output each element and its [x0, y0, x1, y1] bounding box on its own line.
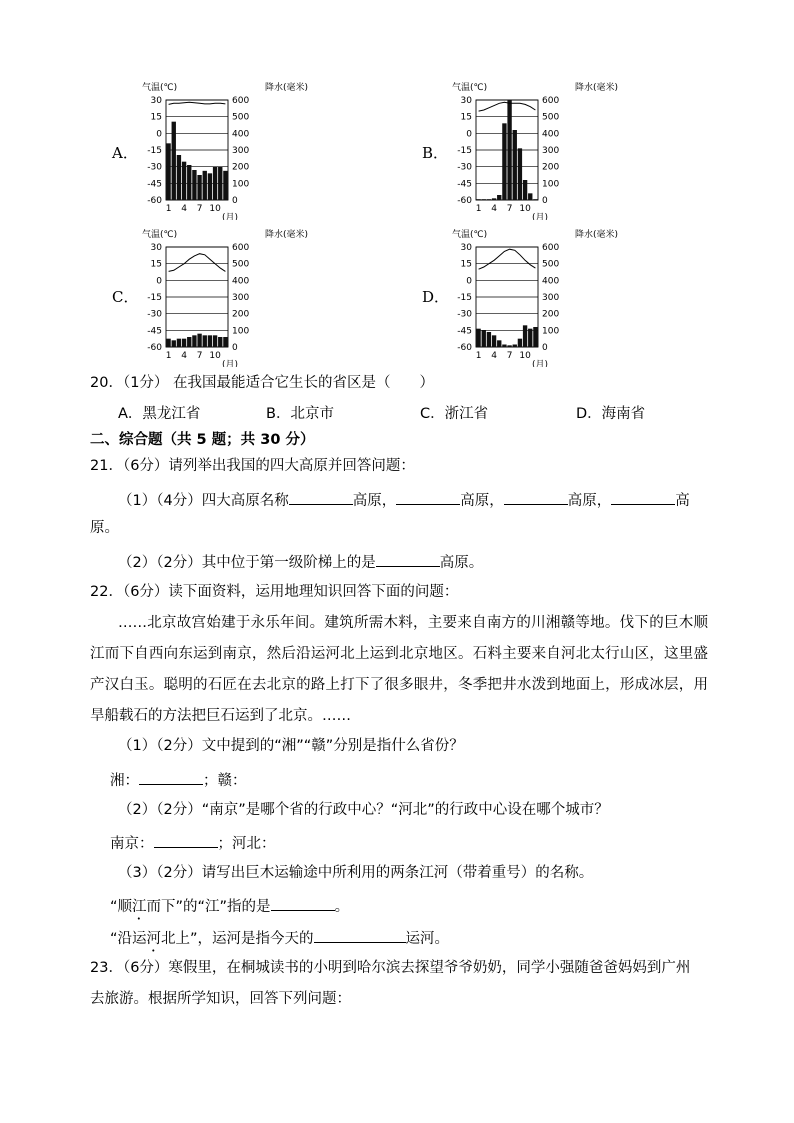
q20-choice-b[interactable]: B．北京市 [266, 406, 334, 422]
month-tick-label: 10 [209, 204, 221, 214]
option-letter-c: C． [112, 288, 139, 306]
plateau-text: 高原， [352, 493, 397, 509]
precip-tick-label: 400 [542, 129, 560, 140]
answer-blank[interactable] [376, 550, 440, 567]
temperature-curve [169, 254, 226, 272]
precip-bar [213, 335, 217, 347]
precip-bar [197, 175, 201, 200]
precip-tick-label: 500 [232, 259, 250, 270]
precip-bar [528, 193, 532, 200]
q21-stem: 21．（6分）请列举出我国的四大高原并回答问题： [90, 458, 415, 474]
q22-sub2: （2）（2分）“南京”是哪个省的行政中心？“河北”的行政中心设在哪个城市？ [118, 802, 609, 818]
temp-axis-label: 气温(℃) [452, 83, 488, 93]
text: 北上”，运河是指今天的 [161, 931, 314, 947]
temp-tick-label: 0 [156, 276, 162, 287]
precip-bar [518, 148, 522, 200]
q20-choice-a[interactable]: A．黑龙江省 [118, 406, 201, 422]
month-tick-label: 4 [181, 351, 187, 361]
temp-tick-label: 0 [156, 129, 162, 140]
precip-tick-label: 200 [542, 162, 560, 173]
precip-bar [492, 198, 496, 200]
precip-bar [502, 345, 506, 348]
answer-blank[interactable] [611, 488, 675, 505]
text: 运河。 [405, 931, 450, 947]
precip-bar [487, 332, 491, 347]
precip-tick-label: 600 [232, 96, 250, 106]
q20-choice-d[interactable]: D．海南省 [576, 406, 646, 422]
climate-chart-svg [140, 80, 310, 220]
temp-tick-label: 30 [460, 96, 472, 106]
q22-sub3-answer-a [110, 894, 349, 923]
q21-part1-cont: 原。 [90, 520, 119, 536]
climate-chart-svg [450, 80, 620, 220]
temp-tick-label: 30 [150, 96, 162, 106]
answer-blank[interactable] [504, 488, 568, 505]
plateau-text-end: 高 [675, 493, 690, 509]
q22-sub1-answer [110, 768, 247, 791]
precip-tick-label: 100 [542, 179, 560, 190]
precip-bar [513, 345, 517, 348]
precip-bar [223, 337, 227, 347]
temp-tick-label: 0 [466, 276, 472, 287]
month-tick-label: 1 [165, 204, 172, 214]
temp-tick-label: -15 [457, 146, 472, 156]
temp-axis-label: 气温(℃) [142, 230, 178, 240]
precip-tick-label: 0 [232, 196, 238, 206]
precip-tick-label: 300 [542, 293, 560, 303]
climate-chart-b [450, 80, 620, 220]
precip-tick-label: 200 [542, 309, 560, 320]
option-letter-b: B． [422, 144, 449, 162]
answer-blank[interactable] [314, 926, 406, 943]
precip-bar [208, 173, 212, 200]
precip-bar [177, 155, 181, 200]
temp-tick-label: 15 [150, 112, 162, 123]
answer-blank[interactable] [271, 894, 335, 911]
temp-tick-label: -45 [147, 326, 162, 337]
precip-tick-label: 200 [232, 309, 250, 320]
precip-tick-label: 200 [232, 162, 250, 173]
precip-bar [507, 345, 511, 347]
emphasized-jiang: 江 [132, 899, 147, 915]
temp-tick-label: 15 [460, 112, 472, 123]
q22-sub3-answer-b [110, 926, 449, 955]
precip-bar [523, 325, 527, 347]
precip-tick-label: 600 [542, 243, 560, 253]
label-hebei: ；河北： [217, 836, 276, 852]
precip-bar [182, 339, 186, 347]
precip-bar [172, 122, 176, 200]
q20-stem: 20．（1分） 在我国最能适合它生长的省区是（ ） [90, 375, 435, 391]
precip-bar [482, 199, 486, 200]
temp-tick-label: -30 [457, 309, 472, 320]
precip-bar [203, 335, 207, 347]
month-tick-label: 1 [475, 351, 482, 361]
label-nanjing: 南京： [110, 836, 154, 852]
q21-part1-prefix: （1）（4分）四大高原名称 [118, 493, 289, 509]
month-tick-label: 7 [196, 351, 203, 361]
month-unit-label: (月) [222, 360, 239, 367]
precip-bar [192, 335, 196, 347]
temp-tick-label: -45 [457, 326, 472, 337]
precip-tick-label: 500 [542, 259, 560, 270]
q21-part2 [118, 550, 483, 573]
precip-bar [187, 337, 191, 347]
precip-bar [502, 123, 506, 200]
precip-bar [497, 195, 501, 200]
month-tick-label: 4 [491, 351, 497, 361]
precip-axis-label: 降水(毫米) [264, 230, 308, 240]
precip-bar [476, 199, 480, 200]
month-tick-label: 4 [181, 204, 187, 214]
precip-tick-label: 300 [232, 293, 250, 303]
month-tick-label: 4 [491, 204, 497, 214]
precip-tick-label: 100 [542, 326, 560, 337]
answer-blank[interactable] [396, 488, 460, 505]
precip-bar [166, 143, 170, 200]
precip-bar [182, 162, 186, 200]
month-tick-label: 7 [506, 204, 513, 214]
precip-tick-label: 500 [542, 112, 560, 123]
month-tick-label: 7 [506, 351, 513, 361]
precip-axis-label: 降水(毫米) [574, 83, 618, 93]
q20-choice-c[interactable]: C．浙江省 [420, 406, 489, 422]
precip-bar [218, 167, 222, 200]
precip-tick-label: 300 [542, 146, 560, 156]
q21-part1 [118, 488, 690, 511]
precip-tick-label: 400 [232, 276, 250, 287]
precip-bar [208, 335, 212, 347]
month-unit-label: (月) [532, 360, 549, 367]
precip-tick-label: 300 [232, 146, 250, 156]
climate-chart-svg [450, 227, 620, 367]
q22-sub2-answer [110, 831, 276, 854]
precip-bar [166, 339, 170, 347]
temp-tick-label: -60 [457, 343, 472, 353]
answer-blank[interactable] [289, 488, 353, 505]
temp-tick-label: 15 [460, 259, 472, 270]
temp-tick-label: -60 [147, 196, 162, 206]
temp-tick-label: 15 [150, 259, 162, 270]
text: “沿运 [110, 931, 147, 947]
climate-chart-d [450, 227, 620, 367]
precip-tick-label: 600 [232, 243, 250, 253]
month-tick-label: 1 [165, 351, 172, 361]
answer-blank[interactable] [154, 831, 218, 848]
month-unit-label: (月) [222, 213, 239, 220]
climate-chart-c [140, 227, 310, 367]
text: “顺 [110, 899, 133, 915]
temp-tick-label: -30 [147, 162, 162, 173]
emphasized-he: 河 [146, 931, 162, 947]
precip-bar [223, 171, 227, 200]
temperature-curve [479, 102, 536, 111]
precip-bar [203, 171, 207, 200]
precip-bar [533, 327, 537, 347]
month-tick-label: 10 [209, 351, 221, 361]
temp-tick-label: -45 [147, 179, 162, 190]
precip-bar [218, 337, 222, 347]
section-2-title: 二、综合题（共 5 题；共 30 分） [90, 432, 315, 448]
precip-bar [492, 335, 496, 347]
plateau-text: 高原， [567, 493, 612, 509]
temp-tick-label: -60 [147, 343, 162, 353]
precip-bar [513, 130, 517, 200]
month-unit-label: (月) [532, 213, 549, 220]
temp-tick-label: -15 [147, 146, 162, 156]
temp-tick-label: -30 [457, 162, 472, 173]
temperature-curve [169, 102, 226, 104]
precip-axis-label: 降水(毫米) [264, 83, 308, 93]
precip-bar [172, 340, 176, 347]
precip-tick-label: 600 [542, 96, 560, 106]
precip-bar [533, 199, 537, 200]
temp-tick-label: -45 [457, 179, 472, 190]
temp-tick-label: -30 [147, 309, 162, 320]
temp-axis-label: 气温(℃) [142, 83, 178, 93]
climate-chart-svg [140, 227, 310, 367]
climate-chart-a [140, 80, 310, 220]
q23-stem-line1: 23．（6分）寒假里，在桐城读书的小明到哈尔滨去探望爷爷奶奶，同学小强随爸爸妈妈到广州 [90, 960, 691, 976]
label-gan: ；赣： [203, 773, 247, 789]
precip-bar [497, 340, 501, 347]
precip-axis-label: 降水(毫米) [574, 230, 618, 240]
temperature-curve [479, 249, 536, 269]
precip-bar [197, 334, 201, 347]
precip-tick-label: 0 [232, 343, 238, 353]
temp-tick-label: -60 [457, 196, 472, 206]
precip-bar [192, 170, 196, 200]
plateau-text: 高原， [460, 493, 504, 509]
precip-tick-label: 0 [542, 196, 548, 206]
q23-stem-line2: 去旅游。根据所学知识，回答下列问题： [90, 991, 351, 1007]
month-tick-label: 10 [519, 204, 531, 214]
q22-stem: 22．（6分）读下面资料，运用地理知识回答下面的问题： [90, 584, 459, 600]
answer-blank[interactable] [139, 768, 203, 785]
month-tick-label: 1 [475, 204, 482, 214]
precip-tick-label: 400 [232, 129, 250, 140]
q21-part2-prefix: （2）（2分）其中位于第一级阶梯上的是 [118, 555, 376, 571]
precip-bar [518, 339, 522, 347]
precip-tick-label: 400 [542, 276, 560, 287]
temp-tick-label: 30 [150, 243, 162, 253]
text: 。 [334, 899, 350, 915]
precip-bar [187, 165, 191, 200]
precip-bar [213, 167, 217, 200]
precip-bar [482, 330, 486, 347]
q22-sub1: （1）（2分）文中提到的“湘”“赣”分别是指什么省份？ [118, 738, 464, 754]
precip-bar [177, 339, 181, 347]
label-xiang: 湘： [110, 773, 139, 789]
q21-part2-suffix: 高原。 [439, 555, 484, 571]
precip-tick-label: 100 [232, 326, 250, 337]
precip-bar [476, 329, 480, 347]
temp-axis-label: 气温(℃) [452, 230, 488, 240]
temp-tick-label: 0 [466, 129, 472, 140]
option-letter-d: D． [422, 288, 450, 306]
month-tick-label: 10 [519, 351, 531, 361]
temp-tick-label: -15 [457, 293, 472, 303]
precip-bar [507, 100, 511, 200]
temp-tick-label: -15 [147, 293, 162, 303]
month-tick-label: 7 [196, 204, 203, 214]
precip-tick-label: 100 [232, 179, 250, 190]
precip-bar [528, 329, 532, 347]
option-letter-a: A． [112, 144, 138, 162]
precip-bar [523, 180, 527, 200]
precip-tick-label: 0 [542, 343, 548, 353]
q22-sub3: （3）（2分）请写出巨木运输途中所利用的两条江河（带着重号）的名称。 [118, 865, 594, 881]
temp-tick-label: 30 [460, 243, 472, 253]
q22-passage: ……北京故宫始建于永乐年间。建筑所需木料，主要来自南方的川湘赣等地。伐下的巨木顺江而下自西向东运到南京，然后沿运河北上运到北京地区。石料主要来自河北太行山区，这里盛产汉白玉。聪明的石匠在去北京的路上打下了很多眼井，冬季把井水泼到地面上，形成冰层，用旱船载石的方法把巨石运到了北京。…… [90, 615, 708, 724]
text: 而下”的“江”指的是 [146, 899, 271, 915]
precip-bar [487, 199, 491, 200]
precip-tick-label: 500 [232, 112, 250, 123]
